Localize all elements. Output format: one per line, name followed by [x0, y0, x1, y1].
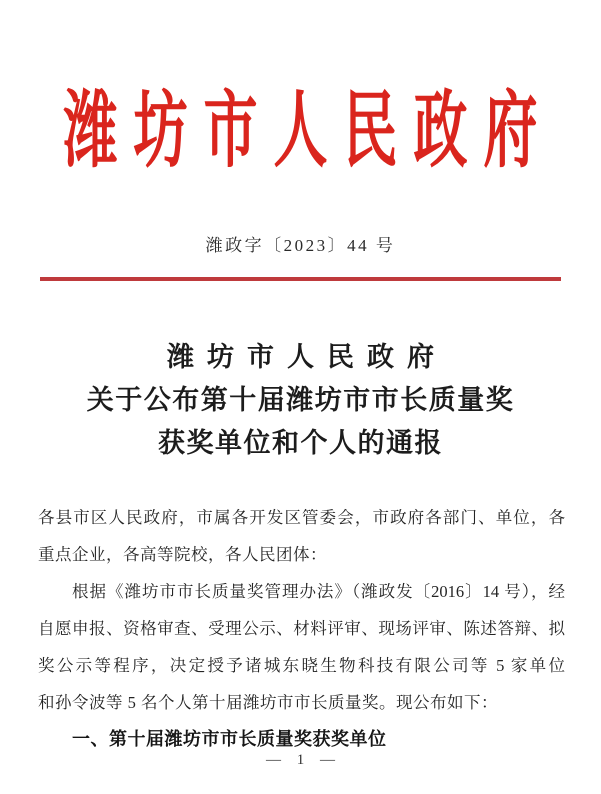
- notice-title-line-3: 获奖单位和个人的通报: [158, 428, 443, 458]
- addressees-line-2: 重点企业，各高等院校，各人民团体：: [38, 545, 327, 564]
- page-number: — 1 —: [266, 752, 341, 768]
- notice-body: [38, 499, 565, 758]
- addressees-line-1: 各县市区人民政府，市属各开发区管委会，市政府各部门、单位，各: [38, 508, 565, 527]
- main-paragraph-line-3: 奖公示等程序，决定授予诸城东晓生物科技有限公司等 5 家单位: [38, 656, 565, 675]
- red-divider-line: [40, 277, 561, 281]
- issuing-agency-masthead: 潍坊市人民政府: [63, 84, 554, 178]
- main-paragraph-line-1: 根据《潍坊市市长质量奖管理办法》（潍政发〔2016〕14 号），经: [72, 582, 565, 601]
- notice-title-line-1: 潍坊市人民政府: [167, 342, 447, 372]
- main-paragraph-line-2: 自愿申报、资格审查、受理公示、材料评审、现场评审、陈述答辩、拟: [38, 619, 565, 638]
- notice-title-line-2: 关于公布第十届潍坊市市长质量奖: [86, 385, 515, 415]
- main-paragraph-line-4: 和孙令波等 5 名个人第十届潍坊市市长质量奖。现公布如下：: [38, 693, 498, 712]
- notice-title-block: [0, 336, 601, 465]
- document-reference-number: 潍政字〔2023〕44 号: [205, 236, 396, 255]
- section-heading-award-units: 一、第十届潍坊市市长质量奖获奖单位: [72, 729, 387, 749]
